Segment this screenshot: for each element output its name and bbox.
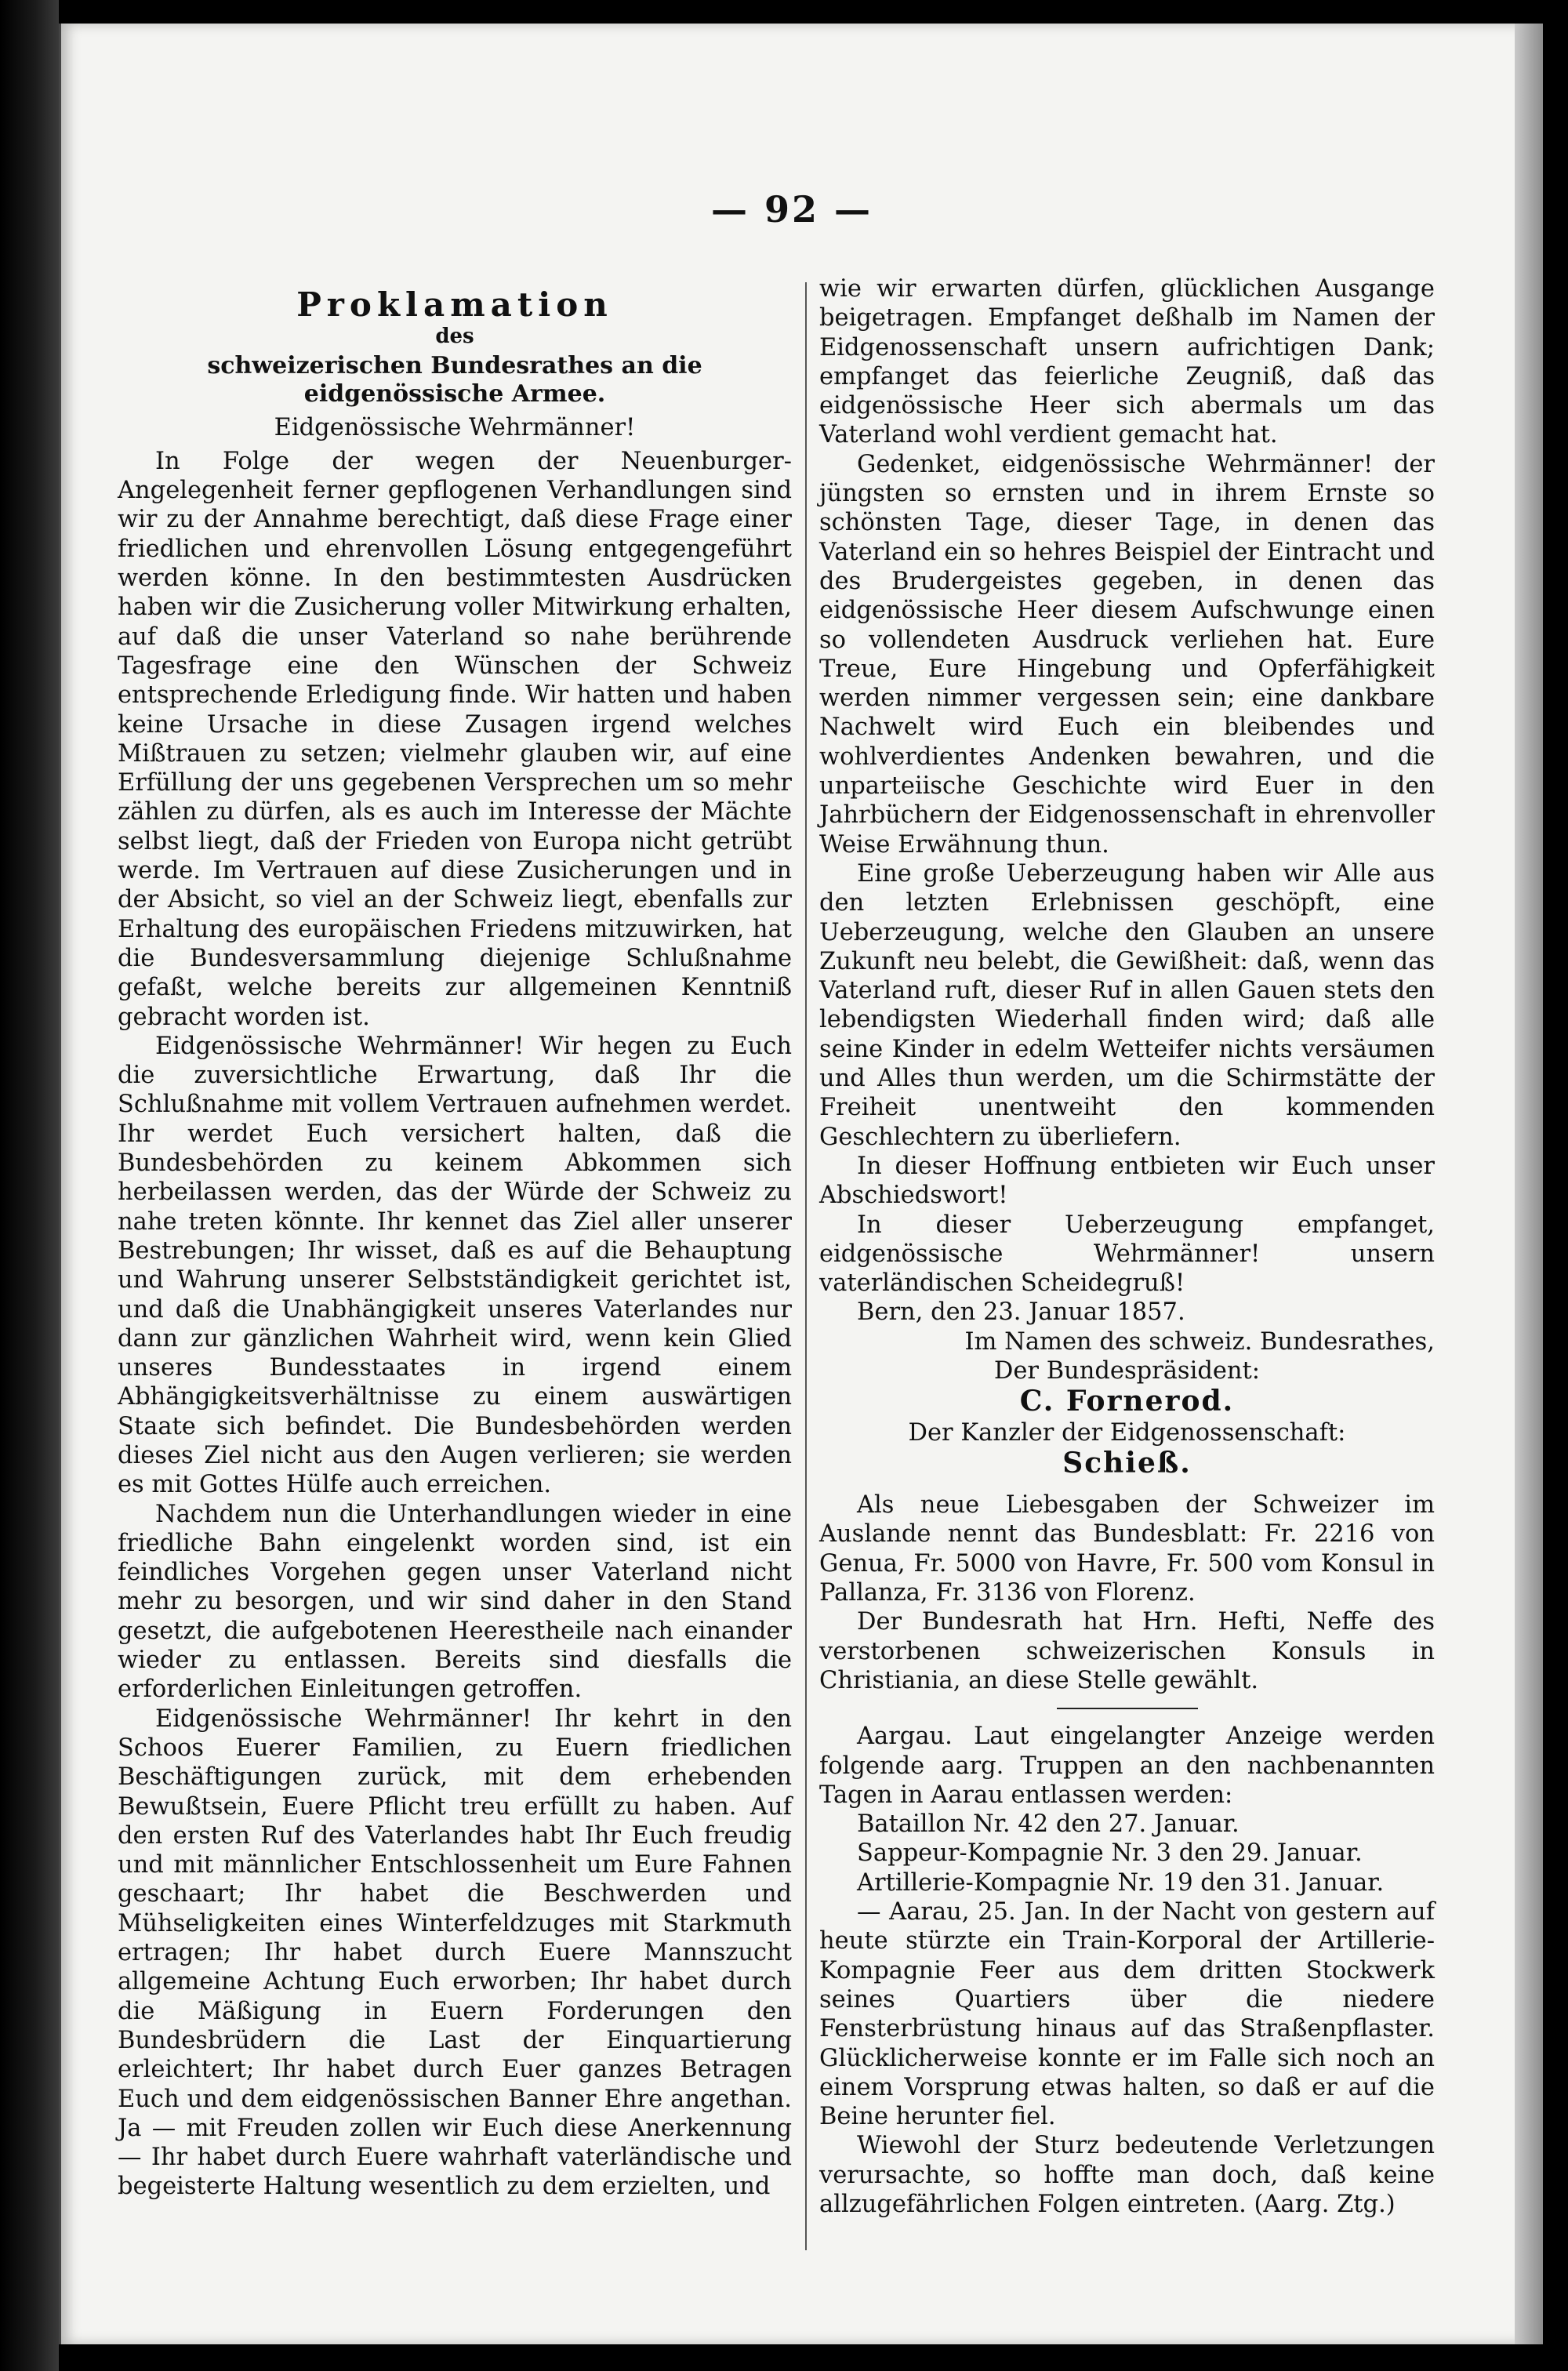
page-edge — [1515, 24, 1543, 2344]
right-column — [819, 274, 1435, 2219]
signature-line: Der Kanzler der Eidgenossenschaft: — [908, 1418, 1346, 1447]
dateline: Bern, den 23. Januar 1857. — [857, 1298, 1185, 1327]
page-number: — 92 — — [710, 188, 873, 231]
paragraph: Gedenket, eidgenössische Wehrmänner! der jüngsten so ernsten und in ihrem Ernste so schönsten Tage, dieser Tage, in denen das Vaterland ein so hehres Beispiel der Eintracht und des Brudergeistes gegeben, in denen das eidgenössische Heer diesem Aufschwunge einen so vollendeten Ausdruck verliehen hat. Eure Treue, Eure Hingebung und Opferfähigkeit werden nimmer vergessen sein; eine dankbare Nachwelt wird Euch ein bleibendes und wohlverdientes Andenken bewahren, und die unparteiische Geschichte wird Euer in den Jahrbüchern der Eidgenossenschaft in ehrenvoller Weise Erwähnung thun. — [819, 450, 1435, 859]
paragraph: In Folge der wegen der Neuenburger-Angelegenheit ferner gepflogenen Verhandlungen sind wir zu der Annahme berechtigt, daß diese Frage einer friedlichen und ehrenvollen Lösung entgegengeführt werden könne. In den bestimmtesten Ausdrücken haben wir die Zusicherung voller Mitwirkung erhalten, auf daß die unser Vaterland so nahe berührende Tagesfrage eine den Wünschen der Schweiz entsprechende Erledigung finde. Wir hatten und haben keine Ursache in diese Zusagen irgend welches Mißtrauen zu setzen; vielmehr glauben wir, auf eine Erfüllung der uns gegebenen Versprechen um so mehr zählen zu dürfen, als es auch im Interesse der Mächte selbst liegt, daß der Frieden von Europa nicht getrübt werde. Im Vertrauen auf diese Zusicherungen und in der Absicht, so viel an der Schweiz liegt, ebenfalls zur Erhaltung des europäischen Friedens mitzuwirken, hat die Bundesversammlung diejenige Schlußnahme gefaßt, welche bereits zur allgemeinen Kenntniß gebracht worden ist. — [118, 447, 792, 1031]
proclamation-subtitle: schweizerischen Bundesrathes an die eidgenössische Armee. — [207, 351, 702, 408]
paragraph: wie wir erwarten dürfen, glücklichen Ausgange beigetragen. Empfanget deßhalb im Namen der Eidgenossenschaft unsern aufrichtigen Dank; empfanget das feierliche Zeugniß, daß das eidgenössische Heer sich abermals um das Vaterland wohl verdient gemacht hat. — [819, 275, 1435, 449]
paragraph: In dieser Hoffnung entbieten wir Euch unser Abschiedswort! — [819, 1152, 1435, 1210]
paragraph: Eidgenössische Wehrmänner! Wir hegen zu Euch die zuversichtliche Erwartung, daß Ihr die Schlußnahme mit vollem Vertrauen aufnehmen werdet. Ihr werdet Euch versichert halten, daß die Bundesbehörden zu keinem Abkommen sich herbeilassen werden, das der Würde der Schweiz zu nahe treten könnte. Ihr kennet das Ziel aller unserer Bestrebungen; Ihr wisset, daß es auf die Behauptung und Wahrung unserer Selbstständigkeit gerichtet ist, und daß die Unabhängigkeit unseres Vaterlandes nur dann zur gänzlichen Wahrheit wird, wenn kein Glied unseres Bundesstaates in irgend einem Abhängigkeitsverhältnisse zu einem auswärtigen Staate sich befindet. Die Bundesbehörden werden dieses Ziel nicht aus den Augen verlieren; sie werden es mit Gottes Hülfe auch erreichen. — [118, 1032, 792, 1499]
scan-border-left — [0, 0, 59, 2371]
signature-line: Der Bundespräsident: — [993, 1356, 1261, 1385]
news-item: Als neue Liebesgaben der Schweizer im Auslande nennt das Bundesblatt: Fr. 2216 von Genua, Fr. 5000 von Havre, Fr. 500 vom Konsul in Pallanza, Fr. 3136 von Florenz. — [819, 1491, 1435, 1607]
troop-entry: Sappeur-Kompagnie Nr. 3 den 29. Januar. — [857, 1839, 1363, 1868]
news-item: — Aarau, 25. Jan. In der Nacht von gestern auf heute stürzte ein Train-Korporal der Artillerie-Kompagnie Feer aus dem dritten Stockwerk seines Quartiers über die niedere Fensterbrüstung hinaus auf das Straßenpflaster. Glücklicherweise konnte er im Falle sich noch an einem Vorsprung etwas halten, so daß er auf die Beine herunter fiel. — [819, 1898, 1435, 2131]
paragraph: In dieser Ueberzeugung empfanget, eidgenössische Wehrmänner! unsern vaterländischen Scheidegruß! — [819, 1211, 1435, 1298]
left-column — [118, 282, 792, 2202]
section-rule — [1057, 1708, 1198, 1709]
proclamation-title: Proklamation — [296, 285, 613, 324]
news-item: Aargau. Laut eingelangter Anzeige werden folgende aarg. Truppen an den nachbenannten Tagen in Aarau entlassen werden: — [819, 1723, 1435, 1809]
paragraph: Eidgenössische Wehrmänner! Ihr kehrt in den Schoos Euerer Familien, zu Euern friedlichen Beschäftigungen zurück, mit dem erhebenden Bewußtsein, Euere Pflicht treu erfüllt zu haben. Auf den ersten Ruf des Vaterlandes habt Ihr Euch freudig und mit männlicher Entschlossenheit um Eure Fahnen geschaart; Ihr habet die Beschwerden und Mühseligkeiten eines Winterfeldzuges mit Starkmuth ertragen; Ihr habet durch Euere Mannszucht allgemeine Achtung Euch erworben; Ihr habet durch die Mäßigung in Euern Forderungen den Bundesbrüdern die Last der Einquartierung erleichtert; Ihr habet durch Euer ganzes Betragen Euch und dem eidgenössischen Banner Ehre angethan. Ja — mit Freuden zollen wir Euch diese Anerkennung — Ihr habet durch Euere wahrhaft vaterländische und begeisterte Haltung wesentlich zu dem erzielten, und — [118, 1705, 792, 2201]
paragraph: Eine große Ueberzeugung haben wir Alle aus den letzten Erlebnissen geschöpft, eine Ueberzeugung, welche den Glauben an unsere Zukunft neu belebt, die Gewißheit: daß, wenn das Vaterland ruft, dieser Ruf in allen Gauen stets den lebendigsten Wiederhall finden wird; daß alle seine Kinder in edelm Wetteifer nichts versäumen und Alles thun werden, um die Schirmstätte der Freiheit unentweiht den kommenden Geschlechtern zu überliefern. — [819, 859, 1435, 1151]
paragraph: Nachdem nun die Unterhandlungen wieder in eine friedliche Bahn eingelenkt worden sind, ist ein feindliches Vorgehen gegen unser Vaterland nicht mehr zu besorgen, und wir sind daher in den Stand gesetzt, die aufgebotenen Heerestheile nach einander wieder zu entlassen. Bereits sind diesfalls die erforderlichen Einleitungen getroffen. — [118, 1500, 792, 1704]
troop-entry: Artillerie-Kompagnie Nr. 19 den 31. Januar. — [857, 1868, 1385, 1897]
column-divider — [805, 282, 807, 2250]
title-des: des — [435, 325, 474, 349]
signature-line: Im Namen des schweiz. Bundesrathes, — [964, 1327, 1435, 1356]
troop-entry: Bataillon Nr. 42 den 27. Januar. — [857, 1810, 1240, 1839]
greeting: Eidgenössische Wehrmänner! — [274, 413, 636, 441]
news-item: Wiewohl der Sturz bedeutende Verletzungen verursachte, so hoffte man doch, daß keine allzugefährlichen Folgen eintreten. (Aarg. Ztg.) — [819, 2132, 1435, 2218]
signature-name: C. Fornerod. — [1019, 1385, 1235, 1418]
signature-name: Schieß. — [1062, 1446, 1192, 1480]
news-item: Der Bundesrath hat Hrn. Hefti, Neffe des verstorbenen schweizerischen Konsuls in Christiania, an diese Stelle gewählt. — [819, 1608, 1435, 1694]
